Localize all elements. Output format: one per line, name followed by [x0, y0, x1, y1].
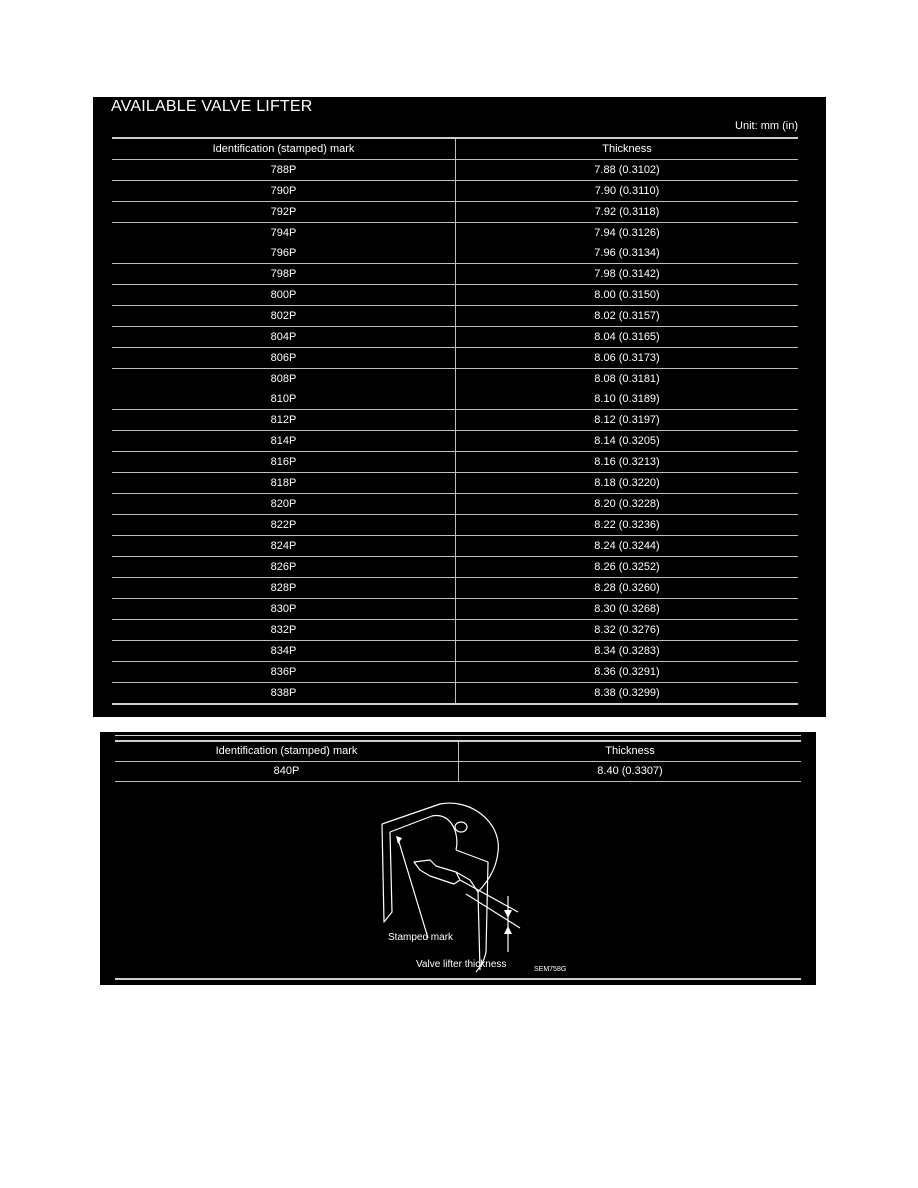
header-thickness: Thickness [602, 143, 652, 155]
mark-cell: 832P [112, 620, 456, 641]
table-row [112, 264, 798, 285]
thickness-cell: 8.36 (0.3291) [594, 666, 660, 678]
mark-cell: 800P [112, 285, 456, 306]
thickness-cell: 7.90 (0.3110) [594, 185, 660, 197]
arrow-down-icon [504, 910, 512, 918]
table-header-row [112, 138, 798, 160]
table-row [112, 515, 798, 536]
mark-cell: 792P [112, 202, 456, 223]
table-row [112, 223, 798, 244]
table-row [112, 662, 798, 683]
mark-cell: 840P [115, 762, 459, 782]
mark-cell: 826P [112, 557, 456, 578]
thickness-cell: 8.32 (0.3276) [594, 624, 660, 636]
thickness-cell: 8.18 (0.3220) [594, 477, 660, 489]
valve-lifter-diagram [370, 802, 610, 977]
thickness-cell: 7.96 (0.3134) [594, 247, 660, 259]
valve-lifter-continuation-panel [100, 732, 816, 985]
table-row [112, 641, 798, 662]
thickness-cell: 8.28 (0.3260) [594, 582, 660, 594]
table-row [112, 620, 798, 641]
thickness-cell: 8.00 (0.3150) [594, 289, 660, 301]
mark-cell: 838P [112, 683, 456, 705]
mark-cell: 816P [112, 452, 456, 473]
thickness-cell: 8.40 (0.3307) [597, 765, 663, 777]
mark-cell: 798P [112, 264, 456, 285]
thickness-cell: 8.24 (0.3244) [594, 540, 660, 552]
mark-cell: 802P [112, 306, 456, 327]
top-rule [115, 735, 801, 736]
header-thickness: Thickness [605, 745, 655, 757]
lifter-left-wall [382, 824, 392, 922]
thickness-cell: 7.98 (0.3142) [594, 268, 660, 280]
section-title: AVAILABLE VALVE LIFTER [111, 98, 313, 115]
figure-code: SEM758G [534, 966, 567, 973]
table-row [112, 578, 798, 599]
thickness-cell: 8.12 (0.3197) [594, 414, 660, 426]
mark-cell: 834P [112, 641, 456, 662]
table-row [112, 181, 798, 202]
stamped-mark-leader [399, 842, 428, 938]
lifter-skirt [456, 850, 488, 972]
table-row [112, 683, 798, 705]
thickness-cell: 7.88 (0.3102) [594, 164, 660, 176]
table-row [112, 369, 798, 390]
mark-cell: 822P [112, 515, 456, 536]
table-row [115, 762, 801, 782]
thickness-cell: 8.06 (0.3173) [594, 352, 660, 364]
mark-cell: 824P [112, 536, 456, 557]
table-row [112, 160, 798, 181]
lifter-top-arc [382, 803, 498, 892]
dimension-line-bottom [466, 894, 520, 928]
table-row [112, 327, 798, 348]
arrow-up-icon [504, 926, 512, 934]
thickness-cell: 8.20 (0.3228) [594, 498, 660, 510]
bottom-rule [115, 978, 801, 980]
valve-lifter-illustration [370, 802, 610, 977]
table-row [112, 494, 798, 515]
mark-cell: 828P [112, 578, 456, 599]
lifter-pad-edge [456, 872, 478, 892]
mark-cell: 804P [112, 327, 456, 348]
thickness-cell: 8.04 (0.3165) [594, 331, 660, 343]
table-row [112, 599, 798, 620]
mark-cell: 796P [112, 243, 456, 264]
mark-cell: 814P [112, 431, 456, 452]
unit-label: Unit: mm (in) [735, 120, 798, 132]
table-row [112, 410, 798, 431]
header-mark: Identification (stamped) mark [112, 138, 456, 160]
thickness-cell: 8.22 (0.3236) [594, 519, 660, 531]
table-row [112, 285, 798, 306]
header-mark: Identification (stamped) mark [115, 741, 459, 762]
thickness-cell: 8.08 (0.3181) [594, 373, 660, 385]
continuation-table [115, 740, 801, 782]
table-row [112, 306, 798, 327]
table-row [112, 202, 798, 223]
thickness-cell: 8.14 (0.3205) [594, 435, 660, 447]
mark-cell: 836P [112, 662, 456, 683]
table-row [112, 473, 798, 494]
valve-lifter-table [112, 137, 798, 705]
thickness-cell: 8.10 (0.3189) [594, 393, 660, 405]
table-row [112, 557, 798, 578]
valve-lifter-thickness-label: Valve lifter thickness [416, 959, 507, 970]
table-row [112, 348, 798, 369]
table-row [112, 431, 798, 452]
mark-cell: 820P [112, 494, 456, 515]
mark-cell: 808P [112, 369, 456, 390]
table-row [112, 389, 798, 410]
table-row [112, 243, 798, 264]
table-row [112, 536, 798, 557]
thickness-cell: 8.34 (0.3283) [594, 645, 660, 657]
mark-cell: 812P [112, 410, 456, 431]
mark-cell: 810P [112, 389, 456, 410]
mark-cell: 818P [112, 473, 456, 494]
mark-cell: 806P [112, 348, 456, 369]
mark-cell: 794P [112, 223, 456, 244]
table-header-row [115, 741, 801, 762]
thickness-cell: 8.16 (0.3213) [594, 456, 660, 468]
thickness-cell: 8.30 (0.3268) [594, 603, 660, 615]
lifter-stem-pad [414, 860, 460, 884]
thickness-cell: 7.94 (0.3126) [594, 227, 660, 239]
thickness-cell: 8.38 (0.3299) [594, 687, 660, 699]
table-row [112, 452, 798, 473]
mark-cell: 830P [112, 599, 456, 620]
thickness-cell: 7.92 (0.3118) [594, 206, 660, 218]
stamped-mark-label: Stamped mark [388, 932, 454, 943]
oil-hole [455, 822, 467, 832]
mark-cell: 788P [112, 160, 456, 181]
mark-cell: 790P [112, 181, 456, 202]
thickness-cell: 8.26 (0.3252) [594, 561, 660, 573]
thickness-cell: 8.02 (0.3157) [594, 310, 660, 322]
valve-lifter-table-panel [93, 97, 826, 717]
